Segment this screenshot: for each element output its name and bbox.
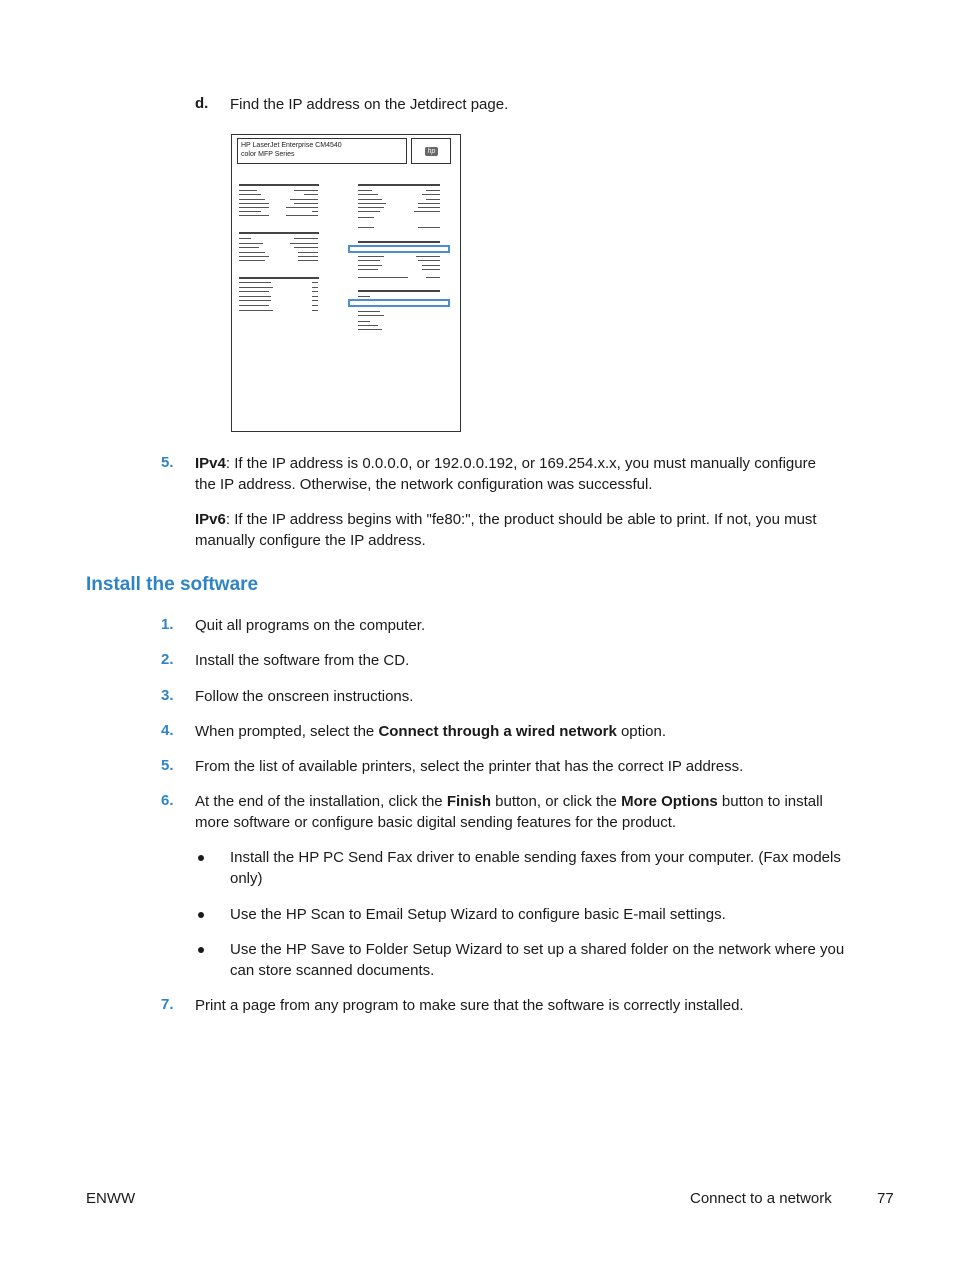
ipv6-text-line1: : If the IP address begins with "fe80:", the product should be able to print. If not, you must — [225, 511, 817, 528]
thumb-line — [239, 260, 265, 261]
thumb-line — [358, 269, 378, 270]
thumb-line — [239, 300, 271, 301]
thumb-line — [294, 203, 318, 204]
section-heading: Install the software — [86, 574, 259, 595]
thumb-line — [298, 260, 318, 261]
thumb-line — [239, 199, 265, 200]
thumb-line — [239, 305, 269, 306]
thumb-line — [422, 269, 440, 270]
thumb-line — [312, 305, 318, 306]
ipv4-text-line2: the IP address. Otherwise, the network configuration was successful. — [195, 476, 653, 493]
step-number: 7. — [161, 996, 174, 1013]
thumb-line — [312, 296, 318, 297]
thumb-line — [358, 265, 382, 266]
thumb-line — [294, 247, 318, 248]
step-number: 3. — [161, 687, 174, 704]
thumb-rule — [239, 232, 319, 234]
hp-logo-icon: hp — [425, 147, 438, 156]
thumb-line — [358, 296, 370, 297]
thumb-line — [286, 215, 318, 216]
ipv4-text-line1: : If the IP address is 0.0.0.0, or 192.0.0.192, or 169.254.x.x, you must manually configure — [225, 455, 816, 472]
thumbnail-title-box — [237, 138, 407, 164]
thumb-line — [416, 256, 440, 257]
ipv4-paragraph — [195, 453, 816, 495]
thumb-line — [358, 227, 374, 228]
step-text: Quit all programs on the computer. — [195, 617, 426, 634]
thumb-line — [239, 247, 259, 248]
wired-network-option: Connect through a wired network — [378, 723, 617, 740]
step-number: 5. — [161, 757, 174, 774]
step-text — [195, 791, 823, 833]
thumb-line — [358, 211, 380, 212]
ipv6-label: IPv6 — [195, 511, 226, 528]
bullet-line1: Use the HP Scan to Email Setup Wizard to configure basic E-mail settings. — [230, 906, 726, 923]
step-text: Follow the onscreen instructions. — [195, 688, 414, 705]
thumb-line — [239, 287, 273, 288]
thumb-line — [426, 190, 440, 191]
ipv6-paragraph — [195, 509, 817, 551]
thumb-rule — [358, 290, 440, 292]
thumb-rule — [358, 184, 440, 186]
bullet-line2: only) — [230, 870, 263, 887]
thumb-line — [422, 265, 440, 266]
thumb-line — [358, 321, 370, 322]
thumb-line — [358, 256, 384, 257]
finish-button-label: Finish — [446, 793, 491, 810]
thumb-line — [358, 311, 380, 312]
bullet-item — [230, 904, 726, 925]
thumb-line — [239, 252, 265, 253]
step-number-ipv: 5. — [161, 454, 174, 471]
footer-left: ENWW — [86, 1190, 136, 1207]
thumb-line — [418, 260, 440, 261]
thumb-line — [358, 190, 372, 191]
thumbnail-title-line1: HP LaserJet Enterprise CM4540 — [241, 142, 342, 149]
thumb-line — [239, 211, 261, 212]
thumb-line — [239, 243, 263, 244]
step-text-pre: At the end of the installation, click the — [195, 793, 447, 810]
thumb-line — [304, 194, 318, 195]
thumb-line — [239, 256, 269, 257]
thumb-rule — [239, 184, 319, 186]
thumb-line — [358, 315, 384, 316]
thumb-line — [239, 310, 273, 311]
thumb-line — [286, 207, 318, 208]
step-text: Install the software from the CD. — [195, 652, 410, 669]
thumb-line — [358, 329, 382, 330]
thumb-rule — [358, 241, 440, 243]
thumb-line — [426, 277, 440, 278]
thumb-line — [294, 190, 318, 191]
step-text: From the list of available printers, select the printer that has the correct IP address. — [195, 758, 744, 775]
thumb-line — [358, 207, 384, 208]
thumb-line — [358, 203, 386, 204]
thumb-line — [239, 291, 269, 292]
thumb-line — [358, 277, 408, 278]
thumb-line — [294, 238, 318, 239]
thumb-line — [358, 260, 380, 261]
thumb-line — [312, 291, 318, 292]
step-number: 6. — [161, 792, 174, 809]
footer-section: Connect to a network — [690, 1190, 832, 1207]
thumb-line — [239, 194, 261, 195]
ip-address-highlight — [348, 245, 450, 253]
substep-letter: d. — [195, 95, 209, 112]
thumb-line — [239, 203, 269, 204]
thumb-line — [239, 207, 269, 208]
thumb-line — [239, 190, 257, 191]
bullet-line1: Install the HP PC Send Fax driver to enable sending faxes from your computer. (Fax models — [230, 849, 841, 866]
bullet-line2: can store scanned documents. — [230, 962, 435, 979]
bullet-icon — [198, 912, 204, 918]
step-text-post: button to install — [717, 793, 823, 810]
thumb-line — [239, 296, 271, 297]
thumb-line — [358, 325, 378, 326]
thumb-line — [358, 217, 374, 218]
thumb-line — [358, 199, 382, 200]
ipv6-address-highlight — [348, 299, 450, 307]
jetdirect-page-image — [231, 134, 461, 432]
bullet-item — [230, 847, 841, 889]
thumb-line — [239, 282, 271, 283]
thumb-line — [239, 238, 251, 239]
thumb-line — [312, 287, 318, 288]
bullet-item — [230, 939, 844, 981]
step-text-line2: more software or configure basic digital sending features for the product. — [195, 814, 677, 831]
hp-logo-box — [411, 138, 451, 164]
bullet-icon — [198, 855, 204, 861]
step-text — [195, 721, 666, 742]
step-number: 1. — [161, 616, 174, 633]
thumb-line — [414, 211, 440, 212]
step-number: 2. — [161, 651, 174, 668]
step-text-pre: When prompted, select the — [195, 723, 379, 740]
thumb-line — [418, 203, 440, 204]
step-text-mid: button, or click the — [491, 793, 622, 810]
thumb-rule — [239, 277, 319, 279]
thumb-line — [290, 243, 318, 244]
ipv6-text-line2: manually configure the IP address. — [195, 532, 426, 549]
thumb-line — [312, 211, 318, 212]
thumb-line — [418, 227, 440, 228]
bullet-icon — [198, 947, 204, 953]
thumb-line — [239, 215, 269, 216]
thumbnail-title-line2: color MFP Series — [241, 151, 295, 158]
thumb-line — [422, 194, 440, 195]
thumb-line — [290, 199, 318, 200]
thumb-line — [418, 207, 440, 208]
substep-text: Find the IP address on the Jetdirect page. — [230, 96, 509, 113]
step-number: 4. — [161, 722, 174, 739]
thumb-line — [312, 310, 318, 311]
ipv4-label: IPv4 — [195, 455, 226, 472]
step-text-post: option. — [616, 723, 667, 740]
thumb-line — [312, 282, 318, 283]
thumb-line — [358, 194, 378, 195]
page-number: 77 — [877, 1190, 894, 1207]
thumb-line — [298, 256, 318, 257]
bullet-line1: Use the HP Save to Folder Setup Wizard to set up a shared folder on the network where you — [230, 941, 845, 958]
step-text: Print a page from any program to make sure that the software is correctly installed. — [195, 997, 744, 1014]
thumb-line — [312, 300, 318, 301]
thumb-line — [426, 199, 440, 200]
more-options-button-label: More Options — [621, 793, 718, 810]
thumb-line — [298, 252, 318, 253]
